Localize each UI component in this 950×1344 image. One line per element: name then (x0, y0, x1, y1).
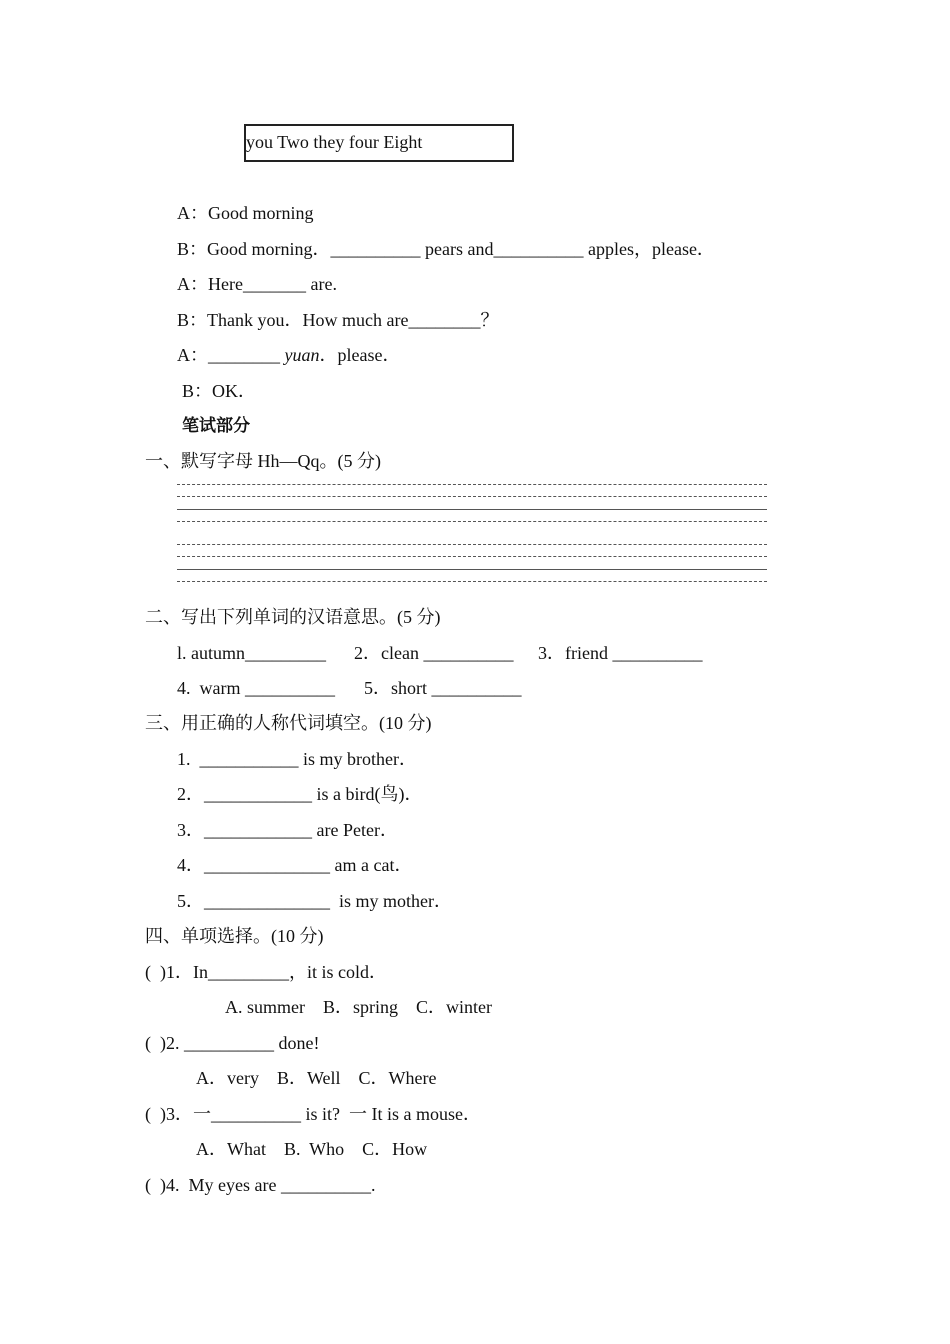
dialogue-text: Thank you．How much are________？ (207, 310, 499, 330)
speaker-label: B： (182, 381, 213, 401)
pronoun-item: 1. ___________ is my brother． (177, 749, 417, 769)
dialogue-text: Good morning (208, 203, 314, 223)
pronoun-item: 3．____________ are Peter． (177, 820, 398, 840)
pronoun-item: 4．______________ am a cat． (177, 855, 413, 875)
pronoun-item: 2．____________ is a bird(鸟)． (177, 784, 423, 804)
speaker-label: A： (177, 345, 208, 365)
question-2: ( )2. __________ done! (145, 1033, 320, 1053)
word-box (244, 124, 514, 162)
dialogue-text: ．please． (319, 345, 401, 365)
vocab-item: 3．friend __________ (538, 643, 703, 663)
vocab-item: 5．short __________ (364, 678, 522, 698)
writing-lines-2 (177, 544, 767, 584)
answer-blank: ________ (208, 345, 280, 365)
speaker-label: A： (177, 203, 208, 223)
writing-lines-1 (177, 484, 767, 524)
question-3: ( )3．一__________ is it? 一 It is a mouse． (145, 1104, 481, 1124)
dialogue-line-2 (177, 237, 715, 261)
section-heading: 笔试部分 (182, 416, 250, 436)
section4-title: 四、单项选择。(10 分) (145, 926, 324, 946)
speaker-label: A： (177, 274, 208, 294)
vocab-item: 2．clean __________ (354, 643, 514, 663)
vocab-item: 4. warm __________ (177, 678, 335, 698)
question-3-options: A．What B. Who C．How (196, 1139, 428, 1159)
question-1-options: A. summer B．spring C．winter (225, 997, 492, 1017)
word-box-text: you Two they four Eight (246, 132, 423, 152)
dialogue-line-1 (177, 201, 314, 225)
question-2-options: A．very B．Well C．Where (196, 1068, 437, 1088)
dialogue-text: Good morning．__________ pears and__________ apples，please． (207, 239, 715, 259)
speaker-label: B： (177, 239, 208, 259)
dialogue-text: OK． (212, 381, 257, 401)
dialogue-line-6 (182, 379, 256, 403)
section2-title: 二、写出下列单词的汉语意思。(5 分) (145, 607, 441, 627)
pronoun-item: 5．______________ is my mother． (177, 891, 452, 911)
vocab-item: l. autumn_________ (177, 643, 326, 663)
speaker-label: B： (177, 310, 208, 330)
dialogue-line-5 (177, 343, 400, 367)
question-1: ( )1．In_________，it is cold． (145, 962, 387, 982)
dialogue-line-3 (177, 272, 337, 296)
question-4: ( )4. My eyes are __________. (145, 1175, 376, 1195)
dialogue-line-4 (177, 308, 498, 332)
currency-word: yuan (284, 345, 320, 365)
dialogue-text: Here_______ are. (208, 274, 337, 294)
section1-title: 一、默写字母 Hh—Qq。(5 分) (145, 451, 381, 471)
section3-title: 三、用正确的人称代词填空。(10 分) (145, 713, 432, 733)
